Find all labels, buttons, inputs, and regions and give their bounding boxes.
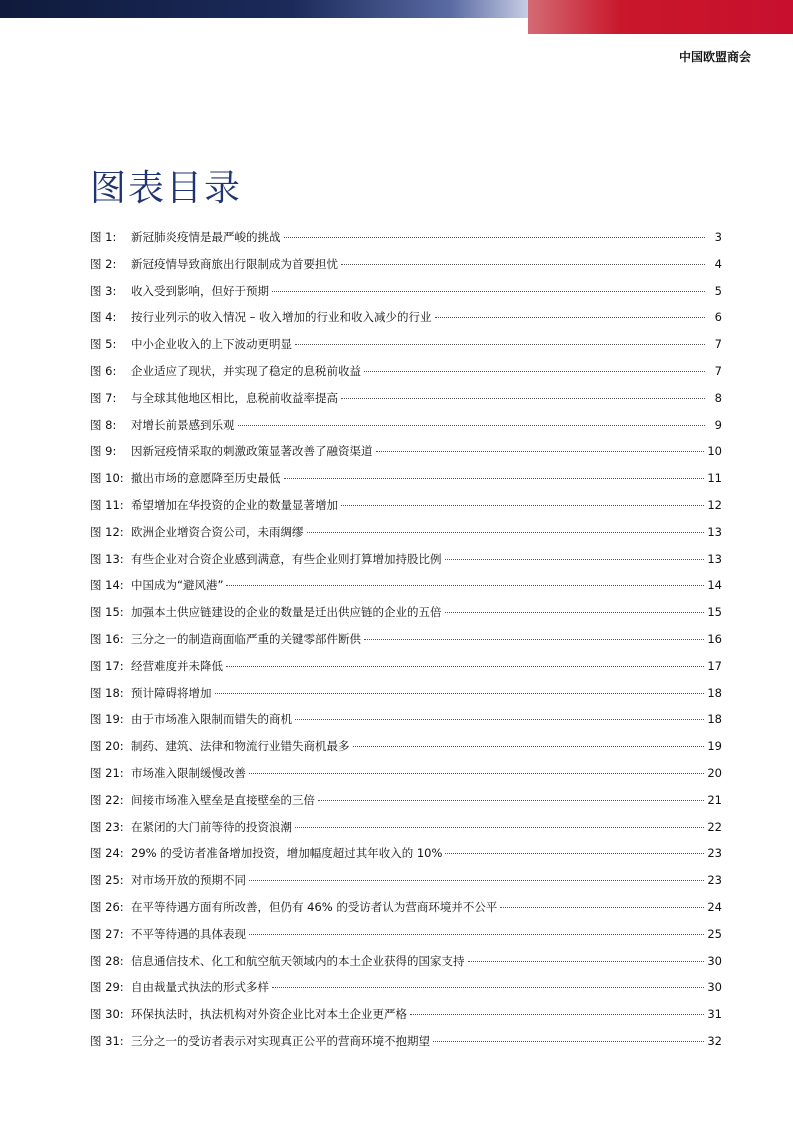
figure-title: 中小企业收入的上下波动更明显: [131, 337, 292, 352]
figure-title: 预计障碍将增加: [131, 685, 212, 700]
toc-entry[interactable]: [90, 604, 722, 631]
page-number: 4: [714, 256, 722, 271]
figure-number: 图 18:: [90, 685, 124, 700]
dot-leader: [307, 532, 705, 533]
page-number: 3: [714, 230, 722, 244]
figure-title: 三分之一的受访者表示对实现真正公平的营商环境不抱期望: [131, 1033, 430, 1048]
dot-leader: [272, 291, 705, 292]
page-number: 5: [714, 283, 722, 298]
dot-leader: [341, 505, 704, 506]
page-number: 15: [707, 605, 722, 620]
dot-leader: [445, 559, 705, 560]
figure-title: 对市场开放的预期不同: [131, 873, 246, 888]
figure-number: 图 22:: [90, 792, 124, 807]
dot-leader: [353, 746, 705, 747]
figure-number: 图 24:: [90, 846, 124, 861]
dot-leader: [364, 639, 704, 640]
page-number: 23: [707, 846, 722, 861]
dot-leader: [215, 693, 705, 694]
page-number: 23: [707, 873, 722, 888]
figure-title: 间接市场准入壁垒是直接壁垒的三倍: [131, 792, 315, 807]
dot-leader: [318, 800, 704, 801]
page-number: 13: [707, 551, 722, 566]
page-number: 16: [707, 631, 722, 646]
page-number: 12: [707, 497, 722, 512]
toc-entry[interactable]: [90, 309, 722, 336]
page-number: 11: [707, 471, 722, 486]
figure-title: 环保执法时，执法机构对外资企业比对本土企业更严格: [131, 1007, 407, 1022]
toc-entry[interactable]: [90, 229, 722, 256]
page-title: 图表目录: [90, 168, 243, 209]
dot-leader: [295, 719, 704, 720]
toc-entry[interactable]: [90, 256, 722, 283]
toc-entry[interactable]: [90, 631, 722, 658]
toc-entry[interactable]: [90, 443, 722, 470]
page-number: 31: [707, 1007, 722, 1022]
figure-title: 企业适应了现状，并实现了稳定的息税前收益: [131, 363, 361, 378]
figure-title: 在紧闭的大门前等待的投资浪潮: [131, 819, 292, 834]
figure-number: 图 6:: [90, 363, 117, 378]
page-number: 7: [714, 337, 722, 352]
figure-title: 由于市场准入限制而错失的商机: [131, 712, 292, 727]
figure-title: 新冠肺炎疫情是最严峻的挑战: [131, 230, 281, 244]
toc-entry[interactable]: [90, 872, 722, 899]
figure-number: 图 16:: [90, 631, 124, 646]
figure-title: 加强本土供应链建设的企业的数量是迁出供应链的企业的五倍: [131, 605, 442, 620]
page-number: 8: [714, 390, 722, 405]
toc-entry[interactable]: [90, 899, 722, 926]
toc-entry[interactable]: [90, 953, 722, 980]
dot-leader: [433, 1041, 704, 1042]
toc-entry[interactable]: [90, 738, 722, 765]
page-number: 20: [707, 765, 722, 780]
figure-number: 图 25:: [90, 873, 124, 888]
page-number: 25: [707, 926, 722, 941]
dot-leader: [249, 773, 704, 774]
figure-number: 图 28:: [90, 953, 124, 968]
header-bar-navy: [0, 0, 530, 18]
figure-number: 图 30:: [90, 1007, 124, 1022]
figure-number: 图 2:: [90, 256, 117, 271]
figure-title: 对增长前景感到乐观: [131, 417, 235, 432]
figure-number: 图 12:: [90, 524, 124, 539]
figure-title: 29% 的受访者准备增加投资，增加幅度超过其年收入的 10%: [131, 846, 443, 861]
figure-number: 图 11:: [90, 497, 124, 512]
toc-entry[interactable]: [90, 685, 722, 712]
figure-title: 制药、建筑、法律和物流行业错失商机最多: [131, 739, 350, 754]
page-number: 17: [707, 658, 722, 673]
dot-leader: [284, 478, 705, 479]
dot-leader: [500, 907, 704, 908]
figure-number: 图 14:: [90, 578, 124, 593]
figure-number: 图 23:: [90, 819, 124, 834]
figure-number: 图 19:: [90, 712, 124, 727]
toc-entry[interactable]: [90, 765, 722, 792]
figure-number: 图 4:: [90, 310, 117, 325]
page-number: 30: [707, 953, 722, 968]
dot-leader: [272, 987, 704, 988]
dot-leader: [295, 827, 704, 828]
figure-number: 图 10:: [90, 471, 124, 486]
figure-title: 中国成为“避风港”: [131, 578, 224, 593]
page-number: 9: [714, 417, 722, 432]
toc-entry[interactable]: [90, 711, 722, 738]
figure-number: 图 13:: [90, 551, 124, 566]
dot-leader: [445, 612, 705, 613]
header-banner: [0, 0, 793, 34]
figure-number: 图 20:: [90, 739, 124, 754]
dot-leader: [295, 344, 705, 345]
toc-entry[interactable]: [90, 792, 722, 819]
figure-title: 收入受到影响，但好于预期: [131, 283, 269, 298]
toc-entry[interactable]: [90, 470, 722, 497]
dot-leader: [249, 934, 704, 935]
dot-leader: [435, 317, 705, 318]
figure-number: 图 9:: [90, 444, 117, 459]
figure-title: 欧洲企业增资合资公司，未雨绸缪: [131, 524, 304, 539]
figure-number: 图 5:: [90, 337, 117, 352]
figure-number: 图 7:: [90, 390, 117, 405]
toc-entry[interactable]: [90, 819, 722, 846]
figure-number: 图 21:: [90, 765, 124, 780]
figure-list: [90, 229, 722, 1060]
dot-leader: [341, 398, 705, 399]
figure-number: 图 31:: [90, 1033, 124, 1048]
figure-title: 经营难度并未降低: [131, 658, 223, 673]
dot-leader: [238, 425, 706, 426]
page-number: 21: [707, 792, 722, 807]
figure-title: 在平等待遇方面有所改善，但仍有 46% 的受访者认为营商环境并不公平: [131, 899, 498, 914]
dot-leader: [468, 961, 705, 962]
page-number: 14: [707, 578, 722, 593]
figure-title: 按行业列示的收入情况 – 收入增加的行业和收入减少的行业: [131, 310, 432, 325]
figure-number: 图 8:: [90, 417, 117, 432]
toc-entry[interactable]: [90, 497, 722, 524]
dot-leader: [410, 1014, 704, 1015]
figure-title: 三分之一的制造商面临严重的关键零部件断供: [131, 631, 361, 646]
toc-entry[interactable]: [90, 577, 722, 604]
page-number: 32: [707, 1033, 722, 1048]
page-number: 18: [707, 685, 722, 700]
organization-name: 中国欧盟商会: [678, 50, 751, 64]
dot-leader: [341, 264, 705, 265]
figure-number: 图 17:: [90, 658, 124, 673]
toc-entry[interactable]: [90, 524, 722, 551]
page-number: 10: [707, 444, 722, 459]
page-number: 19: [707, 739, 722, 754]
figure-title: 信息通信技术、化工和航空航天领域内的本土企业获得的国家支持: [131, 953, 465, 968]
figure-number: 图 29:: [90, 980, 124, 995]
toc-entry[interactable]: [90, 283, 722, 310]
page-number: 6: [714, 310, 722, 325]
page-number: 18: [707, 712, 722, 727]
toc-entry[interactable]: [90, 551, 722, 578]
page-number: 30: [707, 980, 722, 995]
page-number: 13: [707, 524, 722, 539]
header-bar-red: [528, 0, 793, 34]
figure-number: 图 3:: [90, 283, 117, 298]
dot-leader: [226, 585, 704, 586]
figure-number: 图 26:: [90, 899, 124, 914]
toc-entry[interactable]: [90, 417, 722, 444]
figure-title: 新冠疫情导致商旅出行限制成为首要担忧: [131, 256, 338, 271]
toc-entry[interactable]: [90, 390, 722, 417]
toc-entry[interactable]: [90, 845, 722, 872]
figure-title: 撤出市场的意愿降至历史最低: [131, 471, 281, 486]
page-number: 7: [714, 363, 722, 378]
toc-entry[interactable]: [90, 658, 722, 685]
figure-title: 自由裁量式执法的形式多样: [131, 980, 269, 995]
toc-entry[interactable]: [90, 336, 722, 363]
toc-entry[interactable]: [90, 1033, 722, 1060]
dot-leader: [226, 666, 704, 667]
figure-number: 图 27:: [90, 926, 124, 941]
figure-number: 图 15:: [90, 605, 124, 620]
figure-title: 有些企业对合资企业感到满意，有些企业则打算增加持股比例: [131, 551, 442, 566]
dot-leader: [445, 853, 704, 854]
dot-leader: [249, 880, 704, 881]
dot-leader: [284, 237, 706, 238]
figure-title: 不平等待遇的具体表现: [131, 926, 246, 941]
toc-entry[interactable]: [90, 363, 722, 390]
figure-number: 图 1:: [90, 230, 117, 244]
figure-title: 希望增加在华投资的企业的数量显著增加: [131, 497, 338, 512]
dot-leader: [376, 451, 705, 452]
toc-entry[interactable]: [90, 926, 722, 953]
figure-title: 市场准入限制缓慢改善: [131, 765, 246, 780]
figure-title: 与全球其他地区相比，息税前收益率提高: [131, 390, 338, 405]
toc-entry[interactable]: [90, 979, 722, 1006]
page-number: 22: [707, 819, 722, 834]
figure-title: 因新冠疫情采取的刺激政策显著改善了融资渠道: [131, 444, 373, 459]
dot-leader: [364, 371, 705, 372]
page-number: 24: [707, 899, 722, 914]
toc-entry[interactable]: [90, 1006, 722, 1033]
